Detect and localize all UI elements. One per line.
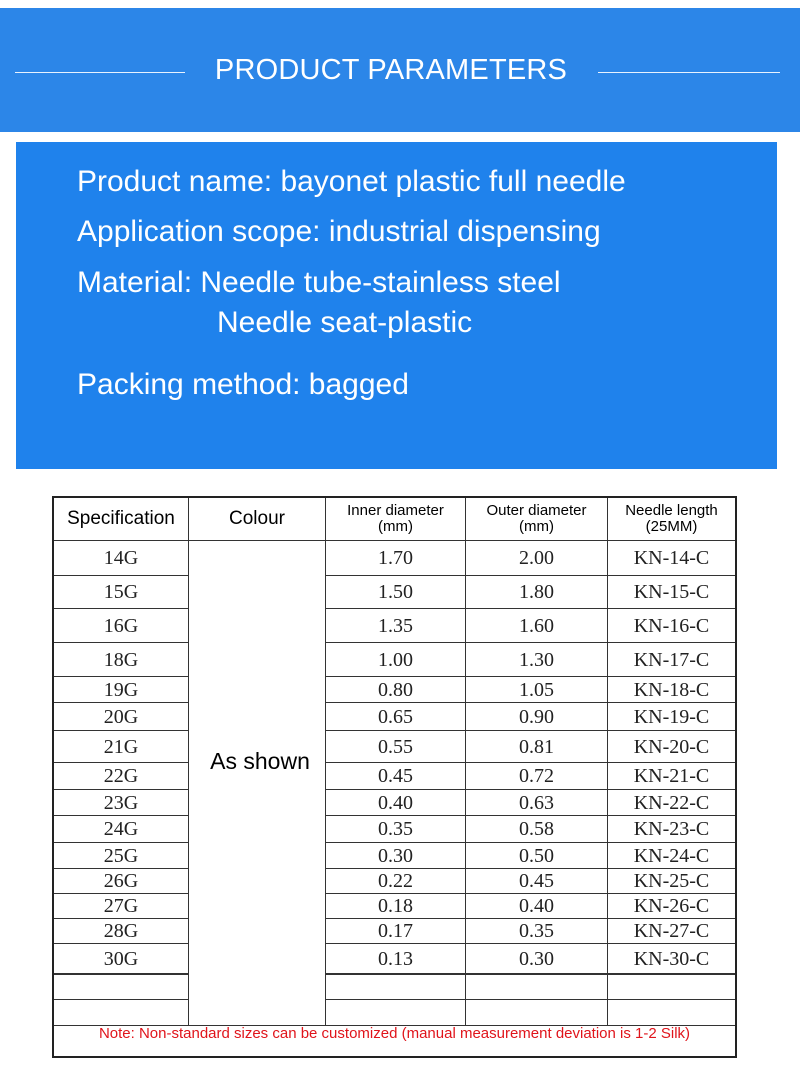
cell-needle-length: KN-24-C <box>633 845 710 867</box>
cell-needle-length: KN-25-C <box>633 870 710 892</box>
application-scope: Application scope: industrial dispensing <box>77 215 601 248</box>
material: Material: Needle tube-stainless steel <box>77 266 561 299</box>
cell-needle-length: KN-27-C <box>633 920 710 942</box>
cell-outer-diameter: 0.30 <box>519 948 554 970</box>
cell-specification: 16G <box>103 615 139 637</box>
cell-inner-diameter: 0.80 <box>378 679 413 701</box>
row-divider <box>325 973 735 974</box>
parameter-table <box>52 496 737 1058</box>
cell-needle-length: KN-18-C <box>633 679 710 701</box>
row-divider <box>54 974 188 975</box>
cell-specification: 18G <box>103 649 139 671</box>
header-specification: Specification <box>67 508 175 529</box>
cell-outer-diameter: 0.45 <box>519 870 554 892</box>
table-row <box>54 643 735 677</box>
cell-outer-diameter: 0.90 <box>519 706 554 728</box>
cell-outer-diameter: 1.60 <box>519 615 554 637</box>
cell-needle-length: KN-14-C <box>633 547 710 569</box>
cell-outer-diameter: 0.58 <box>519 818 554 840</box>
table-row <box>54 790 735 816</box>
packing-method: Packing method: bagged <box>77 368 409 401</box>
cell-outer-diameter: 1.05 <box>519 679 554 701</box>
cell-inner-diameter: 0.30 <box>378 845 413 867</box>
cell-inner-diameter: 0.65 <box>378 706 413 728</box>
cell-needle-length: KN-23-C <box>633 818 710 840</box>
row-divider <box>54 999 188 1000</box>
cell-outer-diameter: 0.63 <box>519 792 554 814</box>
colour-value: As shown <box>210 748 310 774</box>
cell-specification: 21G <box>103 736 139 758</box>
table-row <box>54 541 735 576</box>
material-needle-seat: Needle seat-plastic <box>217 306 473 339</box>
table-row <box>54 576 735 609</box>
cell-specification: 15G <box>103 581 139 603</box>
cell-outer-diameter: 0.40 <box>519 895 554 917</box>
row-divider <box>325 974 735 975</box>
cell-inner-diameter: 0.55 <box>378 736 413 758</box>
cell-outer-diameter: 0.35 <box>519 920 554 942</box>
cell-specification: 23G <box>103 792 139 814</box>
cell-outer-diameter: 2.00 <box>519 547 554 569</box>
table-row <box>54 677 735 703</box>
table-row <box>54 703 735 731</box>
table-row <box>54 731 735 763</box>
cell-needle-length: KN-20-C <box>633 736 710 758</box>
page-title: PRODUCT PARAMETERS <box>214 54 568 86</box>
cell-specification: 14G <box>103 547 139 569</box>
table-row <box>54 869 735 894</box>
cell-needle-length: KN-19-C <box>633 706 710 728</box>
header-needle-length <box>608 498 735 540</box>
cell-specification: 24G <box>103 818 139 840</box>
table-row <box>54 763 735 790</box>
cell-specification: 20G <box>103 706 139 728</box>
cell-specification: 30G <box>103 948 139 970</box>
cell-inner-diameter: 0.18 <box>378 895 413 917</box>
cell-inner-diameter: 0.45 <box>378 765 413 787</box>
header-length-line1: Needle length <box>625 502 718 519</box>
cell-needle-length: KN-15-C <box>633 581 710 603</box>
cell-specification: 27G <box>103 895 139 917</box>
table-row <box>54 944 735 974</box>
header-length-line2: (25MM) <box>645 518 698 535</box>
cell-outer-diameter: 0.81 <box>519 736 554 758</box>
cell-inner-diameter: 0.35 <box>378 818 413 840</box>
cell-outer-diameter: 0.72 <box>519 765 554 787</box>
cell-inner-diameter: 0.22 <box>378 870 413 892</box>
cell-inner-diameter: 0.17 <box>378 920 413 942</box>
cell-inner-diameter: 1.35 <box>378 615 413 637</box>
header-outer-line2: (mm) <box>519 518 554 535</box>
header-colour: Colour <box>229 508 285 529</box>
cell-inner-diameter: 0.40 <box>378 792 413 814</box>
cell-outer-diameter: 1.30 <box>519 649 554 671</box>
cell-specification: 28G <box>103 920 139 942</box>
product-info-panel <box>16 142 777 469</box>
cell-needle-length: KN-16-C <box>633 615 710 637</box>
header-outer-diameter <box>466 498 607 540</box>
cell-needle-length: KN-22-C <box>633 792 710 814</box>
header-inner-line2: (mm) <box>378 518 413 535</box>
table-row <box>54 894 735 919</box>
cell-inner-diameter: 1.70 <box>378 547 413 569</box>
cell-specification: 26G <box>103 870 139 892</box>
cell-needle-length: KN-30-C <box>633 948 710 970</box>
cell-specification: 22G <box>103 765 139 787</box>
header-inner-line1: Inner diameter <box>347 502 444 519</box>
product-name: Product name: bayonet plastic full needle <box>77 165 626 198</box>
cell-specification: 19G <box>103 679 139 701</box>
table-row <box>54 816 735 843</box>
cell-outer-diameter: 1.80 <box>519 581 554 603</box>
cell-inner-diameter: 1.50 <box>378 581 413 603</box>
cell-needle-length: KN-21-C <box>633 765 710 787</box>
cell-inner-diameter: 0.13 <box>378 948 413 970</box>
header-inner-diameter <box>326 498 465 540</box>
row-divider <box>54 973 188 974</box>
table-row <box>54 919 735 944</box>
header-outer-line1: Outer diameter <box>486 502 587 519</box>
cell-inner-diameter: 1.00 <box>378 649 413 671</box>
cell-specification: 25G <box>103 845 139 867</box>
cell-outer-diameter: 0.50 <box>519 845 554 867</box>
cell-needle-length: KN-17-C <box>633 649 710 671</box>
table-row <box>54 609 735 643</box>
customization-note: Note: Non-standard sizes can be customized (manual measurement deviation is 1-2 Silk) <box>98 1025 691 1042</box>
table-row <box>54 843 735 869</box>
cell-needle-length: KN-26-C <box>633 895 710 917</box>
row-divider <box>325 999 735 1000</box>
